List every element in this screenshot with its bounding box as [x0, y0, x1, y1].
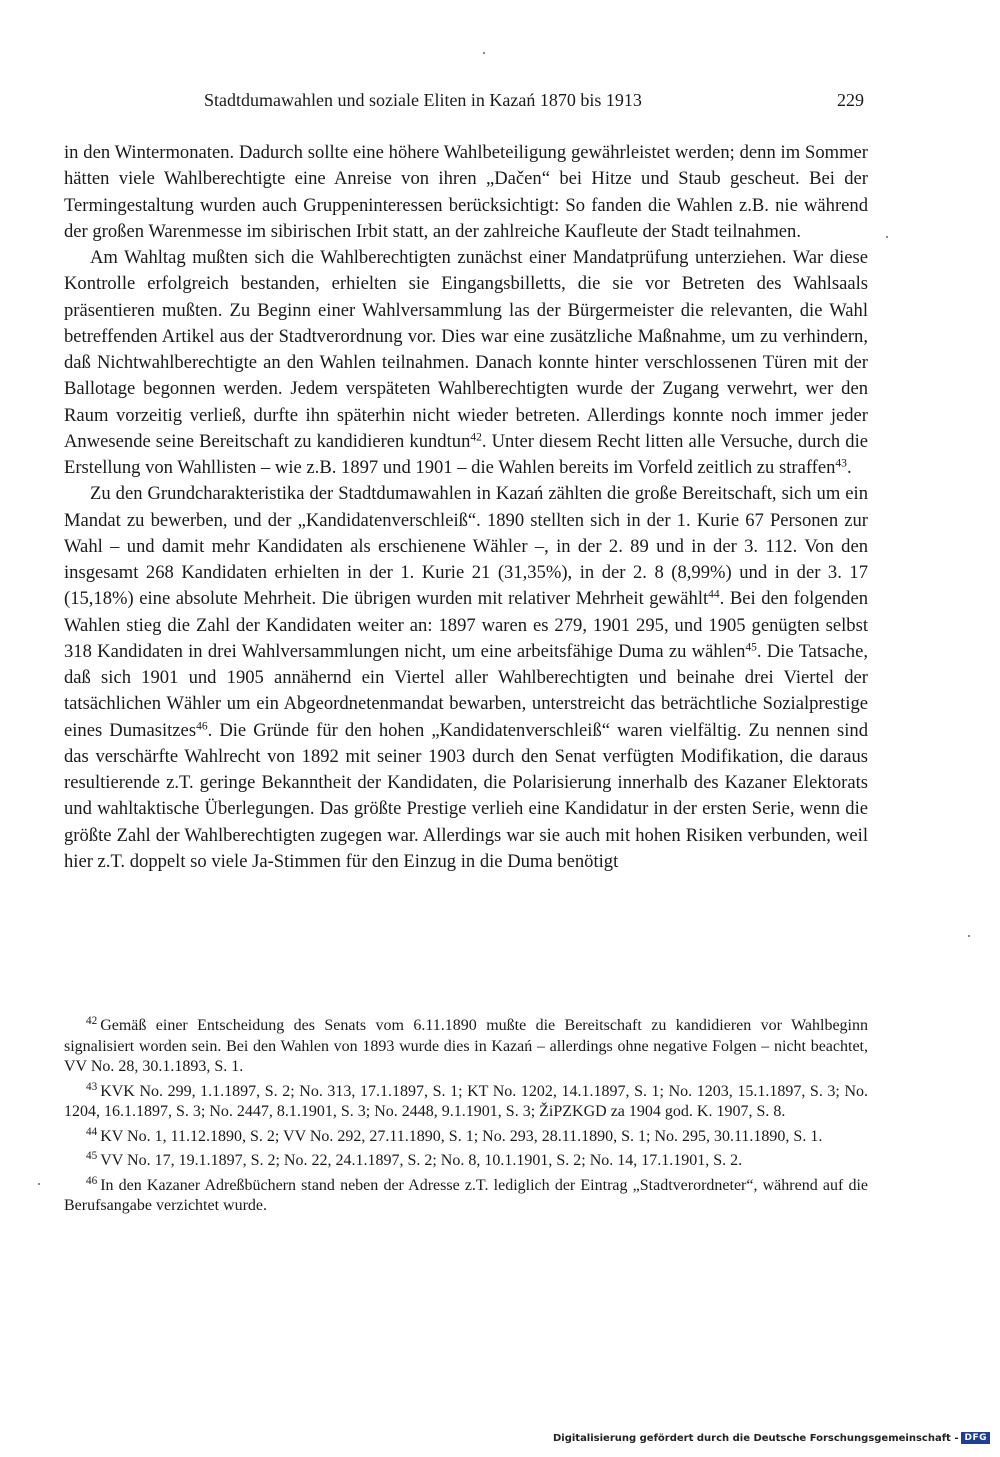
- digitization-credit: [553, 1429, 990, 1447]
- scan-speck: [886, 236, 888, 238]
- footnote: [64, 1176, 868, 1217]
- footnote-ref[interactable]: 46: [196, 720, 208, 733]
- scan-speck: [38, 1183, 40, 1185]
- footnote-ref[interactable]: 43: [835, 457, 847, 470]
- text-run: . Bei den folgenden Wahlen stieg die Zahl der Kandidaten weiter an: 1897 waren es 279, 1901 295, und 1905 genügten selbst 318 Kandidaten in drei Wahlversammlungen nicht, um eine arbeitsfähige Duma zu wählen: [64, 588, 868, 662]
- footnote-number: 46: [86, 1174, 98, 1187]
- scan-speck: [968, 935, 970, 937]
- paragraph: [64, 481, 868, 875]
- text-run: . Unter diesem Recht litten alle Versuche, durch die Erstellung von Wahllisten – wie z.B. 1897 und 1901 – die Wahlen bereits im Vorfeld zeitlich zu straffen: [64, 430, 868, 478]
- text-run: . Die Tatsache, daß sich 1901 und 1905 annähernd ein Viertel aller Wahlberechtigten und beinahe drei Viertel der tatsächlichen Wähler um ein Abgeordnetenmandat bewarben, unterstreicht das beträchtliche Sozialprestige eines Dumasitzes: [64, 640, 869, 741]
- paragraph: [64, 140, 868, 245]
- footnote: [64, 1127, 868, 1148]
- running-header: [64, 90, 864, 116]
- footnote: [64, 1151, 868, 1172]
- text-run: Am Wahltag mußten sich die Wahlberechtigten zunächst einer Mandatprüfung unterziehen. War diese Kontrolle erfolgreich bestanden, erhielten sie Eingangsbilletts, die sie vor Betreten des Wahlsaals präsentieren mußten. Zu Beginn einer Wahlversammlung las der Bürgermeister die relevanten, die Wahl betreffenden Artikel aus der Stadtverordnung vor. Dies war eine zusätzliche Maßnahme, um zu verhindern, daß Nichtwahlberechtigte an den Wahlen teilnahmen. Danach konnte hinter verschlossenen Türen mit der Ballotage begonnen werden. Jedem verspäteten Wahlberechtigten wurde der Zugang verwehrt, wer den Raum vorzeitig verließ, durfte ihn späterhin nicht wieder betreten. Allerdings konnte noch immer jeder Anwesende seine Bereitschaft zu kandidieren kundtun: [64, 247, 868, 452]
- paragraph: [64, 245, 868, 481]
- credit-text: Digitalisierung gefördert durch die Deutsche Forschungsgemeinschaft -: [552, 1432, 959, 1444]
- text-run: .: [846, 457, 852, 478]
- footnote-ref[interactable]: 42: [470, 431, 482, 444]
- footnote-text: VV No. 17, 19.1.1897, S. 2; No. 22, 24.1.1897, S. 2; No. 8, 10.1.1901, S. 2; No. 14, 17.1.1901, S. 2.: [100, 1152, 743, 1169]
- text-run: Zu den Grundcharakteristika der Stadtdumawahlen in Kazań zählten die große Bereitschaft, sich um ein Mandat zu bewerben, und der „Kandidatenverschleiß“. 1890 stellten sich in der 1. Kurie 67 Personen zur Wahl – und damit mehr Kandidaten als erschienene Wähler –, in der 2. 89 und in der 3. 112. Von den insgesamt 268 Kandidaten erhielten in der 1. Kurie 21 (31,35%), in der 2. 8 (8,99%) und in der 3. 17 (15,18%) eine absolute Mehrheit. Die übrigen wurden mit relativer Mehrheit gewählt: [64, 483, 868, 610]
- footnote-text: In den Kazaner Adreßbüchern stand neben der Adresse z.T. lediglich der Eintrag „Stadtverordneter“, während auf die Berufsangabe verzichtet wurde.: [64, 1176, 868, 1214]
- running-title: Stadtdumawahlen und soziale Eliten in Kazań 1870 bis 1913: [204, 90, 642, 110]
- dfg-logo: DFG: [961, 1432, 990, 1444]
- footnote-text: KV No. 1, 11.12.1890, S. 2; VV No. 292, 27.11.1890, S. 1; No. 293, 28.11.1890, S. 1; No. 295, 30.11.1890, S. 1.: [100, 1127, 823, 1145]
- scan-speck: [483, 52, 485, 54]
- footnote: [64, 1016, 868, 1078]
- footnote-number: 43: [86, 1080, 98, 1093]
- text-run: . Die Gründe für den hohen „Kandidatenverschleiß“ waren vielfältig. Zu nennen sind das verschärfte Wahlrecht von 1892 mit seiner 1903 durch den Senat verfügten Modifikation, die daraus resultierende z.T. geringe Bekanntheit der Kandidaten, die Polarisierung innerhalb des Kazaner Elektorats und wahltaktische Überlegungen. Das größte Prestige verlieh eine Kandidatur in der ersten Serie, wenn die größte Zahl der Wahlberechtigten zugegen war. Allerdings war sie auch mit hohen Risiken verbunden, weil hier z.T. doppelt so viele Ja-Stimmen für den Einzug in die Duma benötigt: [64, 719, 869, 872]
- footnote-number: 42: [86, 1015, 98, 1028]
- page-number: 229: [837, 90, 864, 110]
- footnote: [64, 1082, 868, 1123]
- text-run: in den Wintermonaten. Dadurch sollte eine höhere Wahlbeteiligung gewährleistet werden; denn im Sommer hätten viele Wahlberechtigte eine Anreise von ihren „Dačen“ bei Hitze und Staub gescheut. Bei der Termingestaltung wurden auch Gruppeninteressen berücksichtigt: So fanden die Wahlen z.B. nie während der großen Warenmesse im sibirischen Irbit statt, an der zahlreiche Kaufleute der Stadt teilnahmen.: [64, 142, 868, 242]
- footnote-text: KVK No. 299, 1.1.1897, S. 2; No. 313, 17.1.1897, S. 1; KT No. 1202, 14.1.1897, S. 1; No. 1203, 15.1.1897, S. 3; No. 1204, 16.1.1897, S. 3; No. 2447, 8.1.1901, S. 3; No. 2448, 9.1.1901, S. 3; ŽiPZKGD za 1904 god. K. 1907, S. 8.: [64, 1082, 868, 1120]
- footnote-number: 45: [86, 1150, 98, 1163]
- footnote-ref[interactable]: 45: [745, 641, 757, 654]
- footnote-text: Gemäß einer Entscheidung des Senats vom 6.11.1890 mußte die Bereitschaft zu kandidieren vor Wahlbeginn signalisiert worden sein. Bei den Wahlen von 1893 wurde dies in Kazań – allerdings ohne negative Folgen – nicht beachtet, VV No. 28, 30.1.1893, S. 1.: [64, 1017, 868, 1075]
- footnote-ref[interactable]: 44: [708, 588, 720, 601]
- body-text: [64, 140, 868, 875]
- footnotes: [64, 1016, 868, 1221]
- footnote-number: 44: [86, 1125, 98, 1138]
